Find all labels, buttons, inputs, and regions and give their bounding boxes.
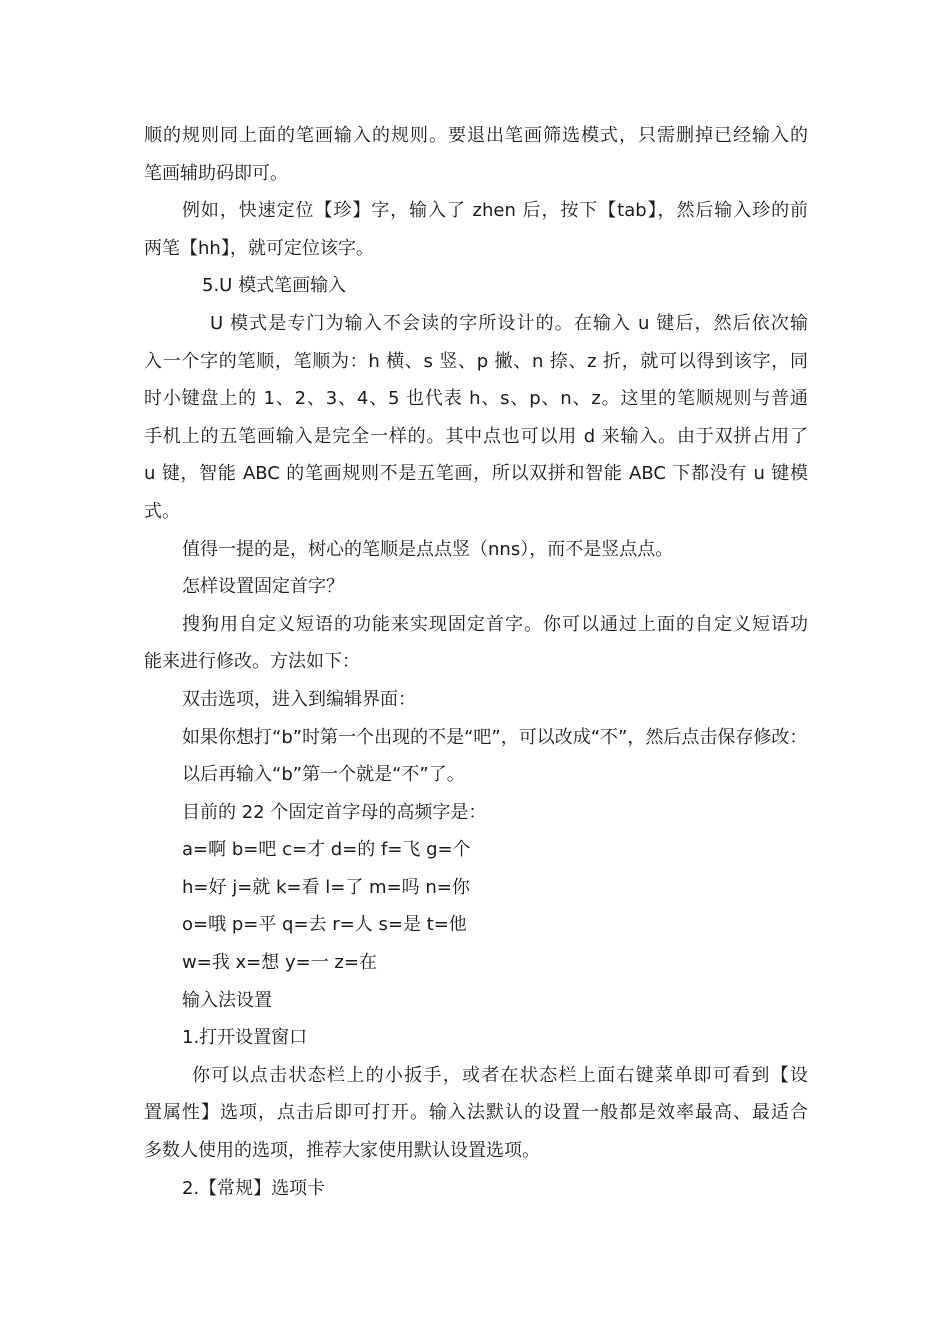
- paragraph-b-result: [144, 756, 808, 794]
- text-line: 你可以点击状态栏上的小扳手，或者在状态栏上面右键菜单即可看到【设: [192, 1064, 808, 1086]
- paragraph-custom-phrase: [144, 606, 808, 681]
- text-line: u 键，智能 ABC 的笔画规则不是五笔画，所以双拼和智能 ABC 下都没有 u 键模: [144, 463, 808, 485]
- text-line: 能来进行修改。方法如下：: [144, 651, 360, 673]
- paragraph-example-zhen: [144, 192, 808, 267]
- text-line: 入一个字的笔顺，笔顺为：h 横、s 竖、p 撇、n 捺、z 折，就可以得到该字，同: [144, 350, 808, 372]
- document-body: [144, 117, 808, 1207]
- text-line: 多数人使用的选项，推荐大家使用默认设置选项。: [144, 1140, 540, 1162]
- text-line: 双击选项，进入到编辑界面：: [182, 688, 416, 710]
- text-line: 目前的 22 个固定首字母的高频字是：: [182, 801, 487, 823]
- text-line: U 模式是专门为输入不会读的字所设计的。在输入 u 键后，然后依次输: [210, 312, 808, 334]
- text-line: 值得一提的是，树心的笔顺是点点竖（nns），而不是竖点点。: [182, 538, 674, 560]
- paragraph-u-mode-description: [144, 305, 808, 531]
- text-line: 两笔【hh】，就可定位该字。: [144, 237, 374, 259]
- paragraph-open-settings: [144, 1057, 808, 1170]
- text-line: 搜狗用自定义短语的功能来实现固定首字。你可以通过上面的自定义短语功: [182, 613, 808, 635]
- text-line: 顺的规则同上面的笔画输入的规则。要退出笔画筛选模式，只需删掉已经输入的: [144, 125, 808, 146]
- paragraph-stroke-order-note: [144, 531, 808, 569]
- section-heading-u-mode: [144, 267, 808, 305]
- text-line: 手机上的五笔画输入是完全一样的。其中点也可以用 d 来输入。由于双拼占用了: [144, 425, 808, 447]
- section-heading: 输入法设置: [182, 989, 272, 1011]
- text-line: 置属性】选项，点击后即可打开。输入法默认的设置一般都是效率最高、最适合: [144, 1102, 808, 1124]
- paragraph-fixed-list-intro: [144, 794, 808, 832]
- section-heading: 怎样设置固定首字？: [182, 576, 344, 598]
- paragraph-double-click: [144, 681, 808, 719]
- text-line: 例如，快速定位【珍】字，输入了 zhen 后，按下【tab】，然后输入珍的前: [182, 200, 808, 222]
- text-line: 式。: [144, 500, 180, 522]
- section-heading-general-tab: [144, 1170, 808, 1208]
- fixed-char-list: [144, 831, 808, 981]
- section-heading-ime-settings: [144, 982, 808, 1020]
- list-item: a=啊 b=吧 c=才 d=的 f=飞 g=个: [182, 839, 471, 861]
- section-heading-open-settings: [144, 1019, 808, 1057]
- list-item: h=好 j=就 k=看 l=了 m=吗 n=你: [182, 876, 470, 898]
- section-heading: 5.U 模式笔画输入: [202, 275, 347, 297]
- section-heading: 2.【常规】选项卡: [182, 1177, 326, 1199]
- text-line: 时小键盘上的 1、2、3、4、5 也代表 h、s、p、n、z。这里的笔顺规则与普通: [144, 388, 808, 410]
- text-line: 如果你想打“b”时第一个出现的不是“吧”，可以改成“不”，然后点击保存修改：: [182, 726, 808, 748]
- paragraph-change-b: [144, 719, 808, 757]
- text-line: 笔画辅助码即可。: [144, 162, 288, 184]
- list-item: w=我 x=想 y=一 z=在: [182, 952, 377, 974]
- section-heading: 1.打开设置窗口: [182, 1027, 308, 1049]
- paragraph-stroke-filter-exit: [144, 117, 808, 192]
- text-line: 以后再输入“b”第一个就是“不”了。: [182, 764, 465, 786]
- list-item: o=哦 p=平 q=去 r=人 s=是 t=他: [182, 914, 467, 936]
- paragraph-fixed-first-char-question: [144, 568, 808, 606]
